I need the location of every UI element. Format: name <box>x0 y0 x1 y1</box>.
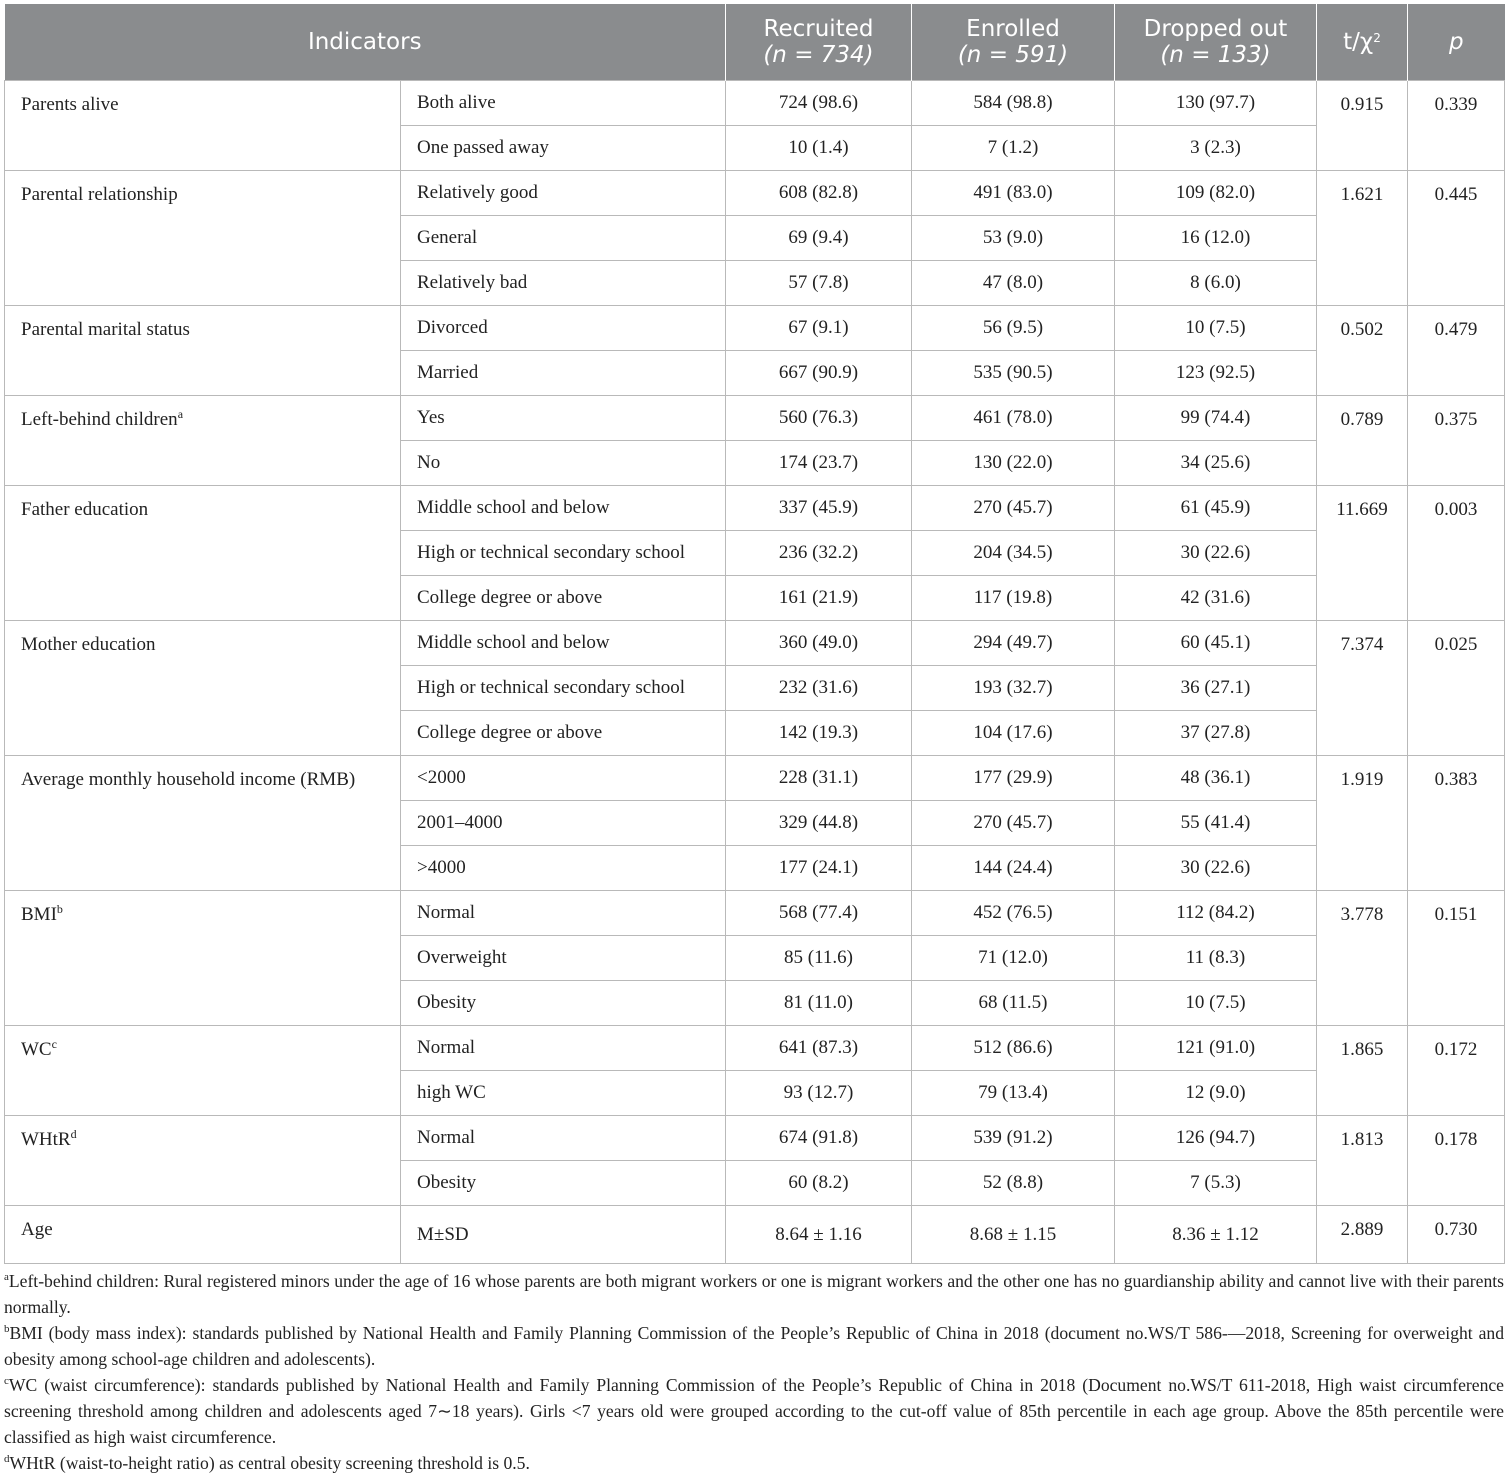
indicator-cell: WHtR$^d$ <box>5 1116 401 1206</box>
value-cell: 7 (5.3) <box>1115 1161 1317 1206</box>
value-cell: 294 (49.7) <box>912 621 1115 666</box>
value-cell: 112 (84.2) <box>1115 891 1317 936</box>
value-cell: 8.36 ± 1.12 <box>1115 1206 1317 1264</box>
header-enrolled: Enrolled (n = 591) <box>912 4 1115 81</box>
footnote: $^a$Left-behind children: Rural registered minors under the age of 16 whose parents are both migrant workers or one is migrant workers and the other one has no guardianship ability and cannot live with their parents normally. <box>4 1271 1504 1317</box>
value-cell: 52 (8.8) <box>912 1161 1115 1206</box>
value-cell: 71 (12.0) <box>912 936 1115 981</box>
value-cell: 329 (44.8) <box>726 801 912 846</box>
value-cell: 204 (34.5) <box>912 531 1115 576</box>
value-cell: 57 (7.8) <box>726 261 912 306</box>
statistic-cell: 1.865 <box>1317 1026 1408 1116</box>
value-cell: 174 (23.7) <box>726 441 912 486</box>
category-cell: M±SD <box>401 1206 726 1264</box>
value-cell: 142 (19.3) <box>726 711 912 756</box>
indicator-cell: Age <box>5 1206 401 1264</box>
statistic-cell: 2.889 <box>1317 1206 1408 1264</box>
value-cell: 674 (91.8) <box>726 1116 912 1161</box>
value-cell: 461 (78.0) <box>912 396 1115 441</box>
statistic-cell: 11.669 <box>1317 486 1408 621</box>
category-cell: <2000 <box>401 756 726 801</box>
value-cell: 232 (31.6) <box>726 666 912 711</box>
indicator-cell: $WC^c$ <box>5 1026 401 1116</box>
indicator-cell: Parental relationship <box>5 171 401 306</box>
header-dropped-out: Dropped out (n = 133) <box>1115 4 1317 81</box>
value-cell: 584 (98.8) <box>912 81 1115 126</box>
category-cell: Obesity <box>401 1161 726 1206</box>
header-p-value: p <box>1408 4 1505 81</box>
category-cell: Both alive <box>401 81 726 126</box>
category-cell: High or technical secondary school <box>401 666 726 711</box>
p-value-cell: 0.151 <box>1408 891 1505 1026</box>
category-cell: Divorced <box>401 306 726 351</box>
value-cell: 512 (86.6) <box>912 1026 1115 1071</box>
p-value-cell: 0.375 <box>1408 396 1505 486</box>
indicator-cell: Parental marital status <box>5 306 401 396</box>
value-cell: 60 (8.2) <box>726 1161 912 1206</box>
category-cell: Overweight <box>401 936 726 981</box>
value-cell: 177 (24.1) <box>726 846 912 891</box>
comparison-table <box>4 4 1505 1264</box>
footnote: $^b$BMI (body mass index): standards published by National Health and Family Planning Commission of the People’s Republic of China in 2018 (document no.WS/T 586-—2018, Screening for overweight and obesity among school-age children and adolescents). <box>4 1323 1504 1369</box>
category-cell: One passed away <box>401 126 726 171</box>
value-cell: 337 (45.9) <box>726 486 912 531</box>
table-container <box>4 4 1504 1476</box>
value-cell: 130 (22.0) <box>912 441 1115 486</box>
value-cell: 55 (41.4) <box>1115 801 1317 846</box>
p-value-cell: 0.025 <box>1408 621 1505 756</box>
header-indicators: Indicators <box>5 4 726 81</box>
value-cell: 177 (29.9) <box>912 756 1115 801</box>
value-cell: 539 (91.2) <box>912 1116 1115 1161</box>
value-cell: 12 (9.0) <box>1115 1071 1317 1116</box>
table-row <box>5 171 1505 216</box>
p-value-cell: 0.172 <box>1408 1026 1505 1116</box>
p-value-cell: 0.479 <box>1408 306 1505 396</box>
category-cell: Normal <box>401 891 726 936</box>
value-cell: 8.68 ± 1.15 <box>912 1206 1115 1264</box>
value-cell: 10 (7.5) <box>1115 306 1317 351</box>
p-value-cell: 0.730 <box>1408 1206 1505 1264</box>
footnotes <box>4 1268 1504 1476</box>
header-row <box>5 4 1505 81</box>
table-row <box>5 306 1505 351</box>
value-cell: 42 (31.6) <box>1115 576 1317 621</box>
value-cell: 161 (21.9) <box>726 576 912 621</box>
value-cell: 30 (22.6) <box>1115 846 1317 891</box>
category-cell: Normal <box>401 1116 726 1161</box>
category-cell: General <box>401 216 726 261</box>
value-cell: 93 (12.7) <box>726 1071 912 1116</box>
value-cell: 130 (97.7) <box>1115 81 1317 126</box>
footnote: $^d$WHtR (waist-to-height ratio) as central obesity screening threshold is 0.5. <box>4 1453 530 1473</box>
value-cell: 270 (45.7) <box>912 486 1115 531</box>
category-cell: Yes <box>401 396 726 441</box>
table-row <box>5 396 1505 441</box>
value-cell: 8 (6.0) <box>1115 261 1317 306</box>
category-cell: Normal <box>401 1026 726 1071</box>
value-cell: 121 (91.0) <box>1115 1026 1317 1071</box>
p-value-cell: 0.339 <box>1408 81 1505 171</box>
value-cell: 109 (82.0) <box>1115 171 1317 216</box>
value-cell: 104 (17.6) <box>912 711 1115 756</box>
table-row <box>5 621 1505 666</box>
value-cell: 68 (11.5) <box>912 981 1115 1026</box>
value-cell: 16 (12.0) <box>1115 216 1317 261</box>
table-row <box>5 891 1505 936</box>
value-cell: 11 (8.3) <box>1115 936 1317 981</box>
value-cell: 193 (32.7) <box>912 666 1115 711</box>
category-cell: High or technical secondary school <box>401 531 726 576</box>
value-cell: 117 (19.8) <box>912 576 1115 621</box>
value-cell: 99 (74.4) <box>1115 396 1317 441</box>
statistic-cell: 7.374 <box>1317 621 1408 756</box>
value-cell: 48 (36.1) <box>1115 756 1317 801</box>
table-row <box>5 756 1505 801</box>
value-cell: 491 (83.0) <box>912 171 1115 216</box>
value-cell: 69 (9.4) <box>726 216 912 261</box>
indicator-cell: Left-behind children$^a$ <box>5 396 401 486</box>
value-cell: 85 (11.6) <box>726 936 912 981</box>
category-cell: No <box>401 441 726 486</box>
value-cell: 641 (87.3) <box>726 1026 912 1071</box>
table-row <box>5 81 1505 126</box>
value-cell: 360 (49.0) <box>726 621 912 666</box>
indicator-cell: BMI$^b$ <box>5 891 401 1026</box>
category-cell: Middle school and below <box>401 486 726 531</box>
value-cell: 452 (76.5) <box>912 891 1115 936</box>
value-cell: 30 (22.6) <box>1115 531 1317 576</box>
category-cell: Married <box>401 351 726 396</box>
p-value-cell: 0.003 <box>1408 486 1505 621</box>
table-row <box>5 486 1505 531</box>
value-cell: 560 (76.3) <box>726 396 912 441</box>
statistic-cell: 3.778 <box>1317 891 1408 1026</box>
category-cell: Obesity <box>401 981 726 1026</box>
p-value-cell: 0.383 <box>1408 756 1505 891</box>
table-row <box>5 1026 1505 1071</box>
category-cell: College degree or above <box>401 576 726 621</box>
footnote: $^c$WC (waist circumference): standards published by National Health and Family Planning Commission of the People’s Republic of China in 2018 (Document no.WS/T 611-2018, High waist circumference screening threshold among children and adolescents aged 7∼18 years). Girls <7 years old were grouped according to the cut-off value of 85th percentile in each age group. Above the 85th percentile were classified as high waist circumference. <box>4 1375 1504 1447</box>
value-cell: 228 (31.1) <box>726 756 912 801</box>
category-cell: 2001–4000 <box>401 801 726 846</box>
indicator-cell: Parents alive <box>5 81 401 171</box>
category-cell: >4000 <box>401 846 726 891</box>
statistic-cell: 1.919 <box>1317 756 1408 891</box>
statistic-cell: 0.502 <box>1317 306 1408 396</box>
category-cell: College degree or above <box>401 711 726 756</box>
category-cell: Middle school and below <box>401 621 726 666</box>
table-body <box>5 81 1505 1264</box>
value-cell: 568 (77.4) <box>726 891 912 936</box>
indicator-cell: Average monthly household income (RMB) <box>5 756 401 891</box>
value-cell: 144 (24.4) <box>912 846 1115 891</box>
table-row <box>5 1206 1505 1264</box>
value-cell: 81 (11.0) <box>726 981 912 1026</box>
value-cell: 236 (32.2) <box>726 531 912 576</box>
value-cell: 34 (25.6) <box>1115 441 1317 486</box>
category-cell: high WC <box>401 1071 726 1116</box>
statistic-cell: 1.621 <box>1317 171 1408 306</box>
value-cell: 79 (13.4) <box>912 1071 1115 1116</box>
value-cell: 3 (2.3) <box>1115 126 1317 171</box>
value-cell: 123 (92.5) <box>1115 351 1317 396</box>
value-cell: 10 (7.5) <box>1115 981 1317 1026</box>
indicator-cell: Mother education <box>5 621 401 756</box>
value-cell: 36 (27.1) <box>1115 666 1317 711</box>
value-cell: 7 (1.2) <box>912 126 1115 171</box>
p-value-cell: 0.178 <box>1408 1116 1505 1206</box>
value-cell: 8.64 ± 1.16 <box>726 1206 912 1264</box>
statistic-cell: 0.915 <box>1317 81 1408 171</box>
statistic-cell: 1.813 <box>1317 1116 1408 1206</box>
table-row <box>5 1116 1505 1161</box>
value-cell: 608 (82.8) <box>726 171 912 216</box>
value-cell: 270 (45.7) <box>912 801 1115 846</box>
value-cell: 667 (90.9) <box>726 351 912 396</box>
statistic-cell: 0.789 <box>1317 396 1408 486</box>
value-cell: 61 (45.9) <box>1115 486 1317 531</box>
value-cell: 56 (9.5) <box>912 306 1115 351</box>
value-cell: 60 (45.1) <box>1115 621 1317 666</box>
category-cell: Relatively good <box>401 171 726 216</box>
value-cell: 126 (94.7) <box>1115 1116 1317 1161</box>
category-cell: Relatively bad <box>401 261 726 306</box>
value-cell: 37 (27.8) <box>1115 711 1317 756</box>
indicator-cell: Father education <box>5 486 401 621</box>
value-cell: 724 (98.6) <box>726 81 912 126</box>
value-cell: 47 (8.0) <box>912 261 1115 306</box>
header-recruited: Recruited (n = 734) <box>726 4 912 81</box>
value-cell: 53 (9.0) <box>912 216 1115 261</box>
p-value-cell: 0.445 <box>1408 171 1505 306</box>
value-cell: 535 (90.5) <box>912 351 1115 396</box>
value-cell: 67 (9.1) <box>726 306 912 351</box>
header-statistic: $t/\chi^2$ <box>1317 4 1408 81</box>
value-cell: 10 (1.4) <box>726 126 912 171</box>
